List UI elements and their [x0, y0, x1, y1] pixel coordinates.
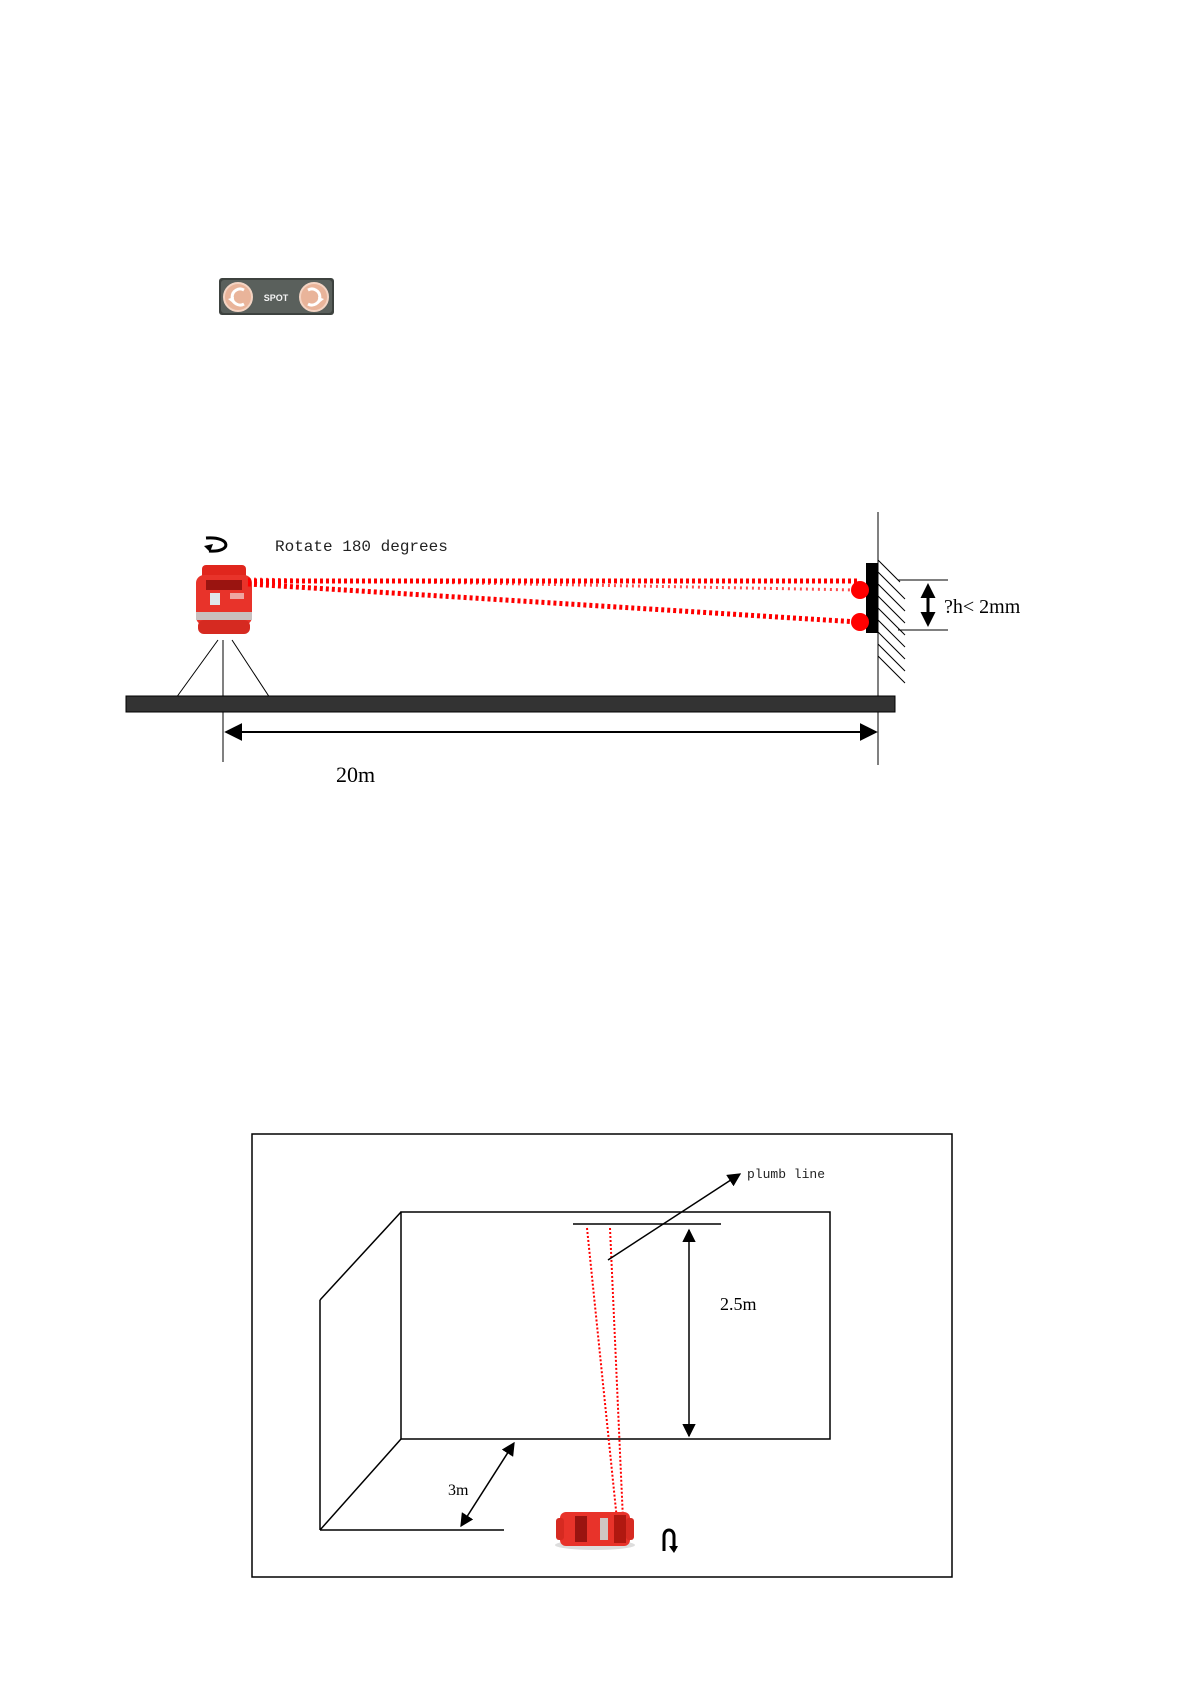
- laser-beam-lower: [248, 584, 858, 622]
- plumb-laser-lines: [587, 1228, 623, 1520]
- height-label-2: 2.5m: [720, 1294, 757, 1314]
- diagram-rotation-check: [126, 512, 1021, 787]
- spot-label: SPOT: [263, 293, 289, 303]
- laser-spot-lower: [851, 613, 869, 631]
- diagram-plumb-check: [252, 1134, 952, 1577]
- spot-button[interactable]: [219, 278, 334, 315]
- laser-beams: [248, 579, 858, 622]
- distance-label: 20m: [336, 762, 376, 787]
- wall: [866, 512, 905, 765]
- rotate-label: Rotate 180 degrees: [275, 538, 448, 556]
- tripod: [176, 640, 270, 698]
- rotate-arrow-icon: [204, 538, 226, 552]
- distance-dimension: [223, 712, 876, 762]
- distance-dimension-2: [461, 1443, 514, 1526]
- floor: [126, 696, 895, 712]
- height-dimension: [898, 580, 948, 630]
- rotate-arrow-icon: [664, 1530, 678, 1553]
- distance-label-2: 3m: [448, 1482, 469, 1499]
- diagram-frame: [252, 1134, 952, 1577]
- rotary-laser-icon: [196, 565, 252, 634]
- plumb-label: plumb line: [747, 1167, 826, 1182]
- plumb-pointer: [608, 1174, 740, 1260]
- laser-spot-upper: [851, 581, 869, 599]
- rotate-left-icon[interactable]: [224, 283, 252, 311]
- rotate-right-icon[interactable]: [300, 283, 328, 311]
- room: [320, 1212, 830, 1530]
- height-label: ?h< 2mm: [944, 596, 1021, 618]
- rotary-laser-icon: [555, 1512, 635, 1550]
- back-wall: [401, 1212, 830, 1439]
